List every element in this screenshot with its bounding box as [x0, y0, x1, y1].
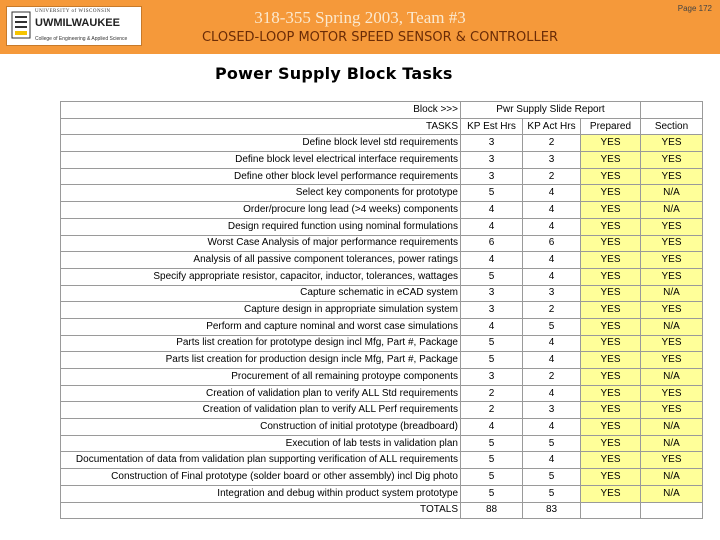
- task-name: Order/procure long lead (>4 weeks) components: [61, 202, 461, 219]
- est-hours: 6: [461, 235, 523, 252]
- prepared-status: YES: [581, 218, 641, 235]
- est-hours: 5: [461, 452, 523, 469]
- task-name: Execution of lab tests in validation plan: [61, 435, 461, 452]
- logo-line-1: UNIVERSITY of WISCONSIN: [35, 9, 111, 14]
- section-status: YES: [641, 352, 703, 369]
- table-row: [61, 268, 703, 285]
- task-name: Integration and debug within product system prototype: [61, 485, 461, 502]
- task-name: Perform and capture nominal and worst case simulations: [61, 318, 461, 335]
- section-status: N/A: [641, 318, 703, 335]
- act-hours: 5: [523, 469, 581, 486]
- task-name: Define block level std requirements: [61, 135, 461, 152]
- section-status: N/A: [641, 285, 703, 302]
- slide-subtitle: CLOSED-LOOP MOTOR SPEED SENSOR & CONTROLLER: [201, 30, 558, 45]
- col-header-act: KP Act Hrs: [523, 118, 581, 135]
- table-row: [61, 419, 703, 436]
- act-hours: 3: [523, 152, 581, 169]
- est-hours: 4: [461, 218, 523, 235]
- section-status: N/A: [641, 485, 703, 502]
- est-hours: 4: [461, 419, 523, 436]
- est-hours: 4: [461, 252, 523, 269]
- header-row: [61, 118, 703, 135]
- section-status: YES: [641, 268, 703, 285]
- page-heading: Power Supply Block Tasks: [215, 64, 453, 83]
- prepared-status: YES: [581, 268, 641, 285]
- est-hours: 5: [461, 435, 523, 452]
- act-hours: 4: [523, 335, 581, 352]
- table-row: [61, 402, 703, 419]
- act-hours: 4: [523, 202, 581, 219]
- col-header-est: KP Est Hrs: [461, 118, 523, 135]
- prepared-status: YES: [581, 318, 641, 335]
- prepared-status: YES: [581, 235, 641, 252]
- block-empty-cell: [641, 102, 703, 119]
- prepared-status: YES: [581, 402, 641, 419]
- section-status: YES: [641, 252, 703, 269]
- table-row: [61, 218, 703, 235]
- slide-title: 318-355 Spring 2003, Team #3: [254, 8, 466, 27]
- task-table: [60, 101, 703, 519]
- table-row: [61, 235, 703, 252]
- est-hours: 3: [461, 135, 523, 152]
- table-row: [61, 302, 703, 319]
- section-status: YES: [641, 385, 703, 402]
- prepared-status: YES: [581, 369, 641, 386]
- act-hours: 4: [523, 252, 581, 269]
- section-status: N/A: [641, 419, 703, 436]
- act-hours: 4: [523, 352, 581, 369]
- prepared-status: YES: [581, 302, 641, 319]
- task-name: Specify appropriate resistor, capacitor, inductor, tolerances, wattages: [61, 268, 461, 285]
- act-hours: 4: [523, 419, 581, 436]
- est-hours: 2: [461, 385, 523, 402]
- act-hours: 5: [523, 318, 581, 335]
- table-row: [61, 202, 703, 219]
- task-name: Capture schematic in eCAD system: [61, 285, 461, 302]
- task-name: Construction of initial prototype (breadboard): [61, 419, 461, 436]
- est-hours: 5: [461, 335, 523, 352]
- section-status: N/A: [641, 202, 703, 219]
- task-name: Parts list creation for production design incle Mfg, Part #, Package: [61, 352, 461, 369]
- prepared-status: YES: [581, 452, 641, 469]
- est-hours: 2: [461, 402, 523, 419]
- table-row: [61, 485, 703, 502]
- est-hours: 5: [461, 485, 523, 502]
- table-row: [61, 185, 703, 202]
- totals-empty-section: [641, 502, 703, 519]
- section-status: YES: [641, 335, 703, 352]
- section-status: YES: [641, 168, 703, 185]
- block-value: Pwr Supply Slide Report: [461, 102, 641, 119]
- prepared-status: YES: [581, 168, 641, 185]
- table-row: [61, 452, 703, 469]
- section-status: N/A: [641, 185, 703, 202]
- est-hours: 3: [461, 302, 523, 319]
- col-header-section: Section: [641, 118, 703, 135]
- est-hours: 3: [461, 369, 523, 386]
- task-name: Capture design in appropriate simulation system: [61, 302, 461, 319]
- task-name: Define block level electrical interface requirements: [61, 152, 461, 169]
- totals-row: [61, 502, 703, 519]
- section-status: YES: [641, 302, 703, 319]
- est-hours: 3: [461, 285, 523, 302]
- act-hours: 3: [523, 402, 581, 419]
- act-hours: 2: [523, 302, 581, 319]
- act-hours: 5: [523, 435, 581, 452]
- act-hours: 4: [523, 185, 581, 202]
- task-name: Creation of validation plan to verify ALL Std requirements: [61, 385, 461, 402]
- prepared-status: YES: [581, 469, 641, 486]
- act-hours: 2: [523, 168, 581, 185]
- table-row: [61, 318, 703, 335]
- logo-line-3: College of Engineering & Applied Science: [35, 36, 128, 42]
- prepared-status: YES: [581, 135, 641, 152]
- section-status: YES: [641, 452, 703, 469]
- prepared-status: YES: [581, 335, 641, 352]
- task-name: Procurement of all remaining protoype components: [61, 369, 461, 386]
- slide-header: [0, 0, 720, 54]
- section-status: N/A: [641, 369, 703, 386]
- prepared-status: YES: [581, 485, 641, 502]
- table-row: [61, 152, 703, 169]
- table-row: [61, 135, 703, 152]
- table-row: [61, 469, 703, 486]
- table-row: [61, 285, 703, 302]
- prepared-status: YES: [581, 435, 641, 452]
- act-hours: 4: [523, 268, 581, 285]
- section-status: YES: [641, 135, 703, 152]
- block-label: Block >>>: [61, 102, 461, 119]
- table-row: [61, 435, 703, 452]
- task-name: Worst Case Analysis of major performance requirements: [61, 235, 461, 252]
- est-hours: 3: [461, 168, 523, 185]
- est-hours: 5: [461, 469, 523, 486]
- act-hours: 5: [523, 485, 581, 502]
- prepared-status: YES: [581, 185, 641, 202]
- total-act-hours: 83: [523, 502, 581, 519]
- prepared-status: YES: [581, 152, 641, 169]
- task-name: Select key components for prototype: [61, 185, 461, 202]
- table-row: [61, 168, 703, 185]
- table-row: [61, 335, 703, 352]
- section-status: YES: [641, 218, 703, 235]
- table-row: [61, 369, 703, 386]
- act-hours: 2: [523, 369, 581, 386]
- task-name: Parts list creation for prototype design incl Mfg, Part #, Package: [61, 335, 461, 352]
- section-status: YES: [641, 402, 703, 419]
- act-hours: 6: [523, 235, 581, 252]
- table-row: [61, 252, 703, 269]
- table-row: [61, 385, 703, 402]
- section-status: N/A: [641, 435, 703, 452]
- table-row: [61, 352, 703, 369]
- block-row: [61, 102, 703, 119]
- est-hours: 4: [461, 202, 523, 219]
- prepared-status: YES: [581, 419, 641, 436]
- prepared-status: YES: [581, 385, 641, 402]
- totals-empty-prepared: [581, 502, 641, 519]
- task-name: Documentation of data from validation plan supporting verification of ALL requirements: [61, 452, 461, 469]
- prepared-status: YES: [581, 252, 641, 269]
- est-hours: 3: [461, 152, 523, 169]
- section-status: YES: [641, 152, 703, 169]
- section-status: YES: [641, 235, 703, 252]
- prepared-status: YES: [581, 285, 641, 302]
- est-hours: 4: [461, 318, 523, 335]
- page-number: Page 172: [677, 4, 712, 13]
- act-hours: 4: [523, 218, 581, 235]
- task-name: Analysis of all passive component tolerances, power ratings: [61, 252, 461, 269]
- act-hours: 2: [523, 135, 581, 152]
- total-est-hours: 88: [461, 502, 523, 519]
- est-hours: 5: [461, 352, 523, 369]
- col-header-prepared: Prepared: [581, 118, 641, 135]
- tasks-label: TASKS: [61, 118, 461, 135]
- task-name: Construction of Final prototype (solder board or other assembly) incl Dig photo: [61, 469, 461, 486]
- totals-label: TOTALS: [61, 502, 461, 519]
- task-name: Design required function using nominal formulations: [61, 218, 461, 235]
- act-hours: 3: [523, 285, 581, 302]
- prepared-status: YES: [581, 352, 641, 369]
- task-name: Define other block level performance requirements: [61, 168, 461, 185]
- logo-line-2: UWMILWAUKEE: [35, 17, 120, 29]
- est-hours: 5: [461, 185, 523, 202]
- task-name: Creation of validation plan to verify ALL Perf requirements: [61, 402, 461, 419]
- act-hours: 4: [523, 385, 581, 402]
- prepared-status: YES: [581, 202, 641, 219]
- est-hours: 5: [461, 268, 523, 285]
- section-status: N/A: [641, 469, 703, 486]
- act-hours: 4: [523, 452, 581, 469]
